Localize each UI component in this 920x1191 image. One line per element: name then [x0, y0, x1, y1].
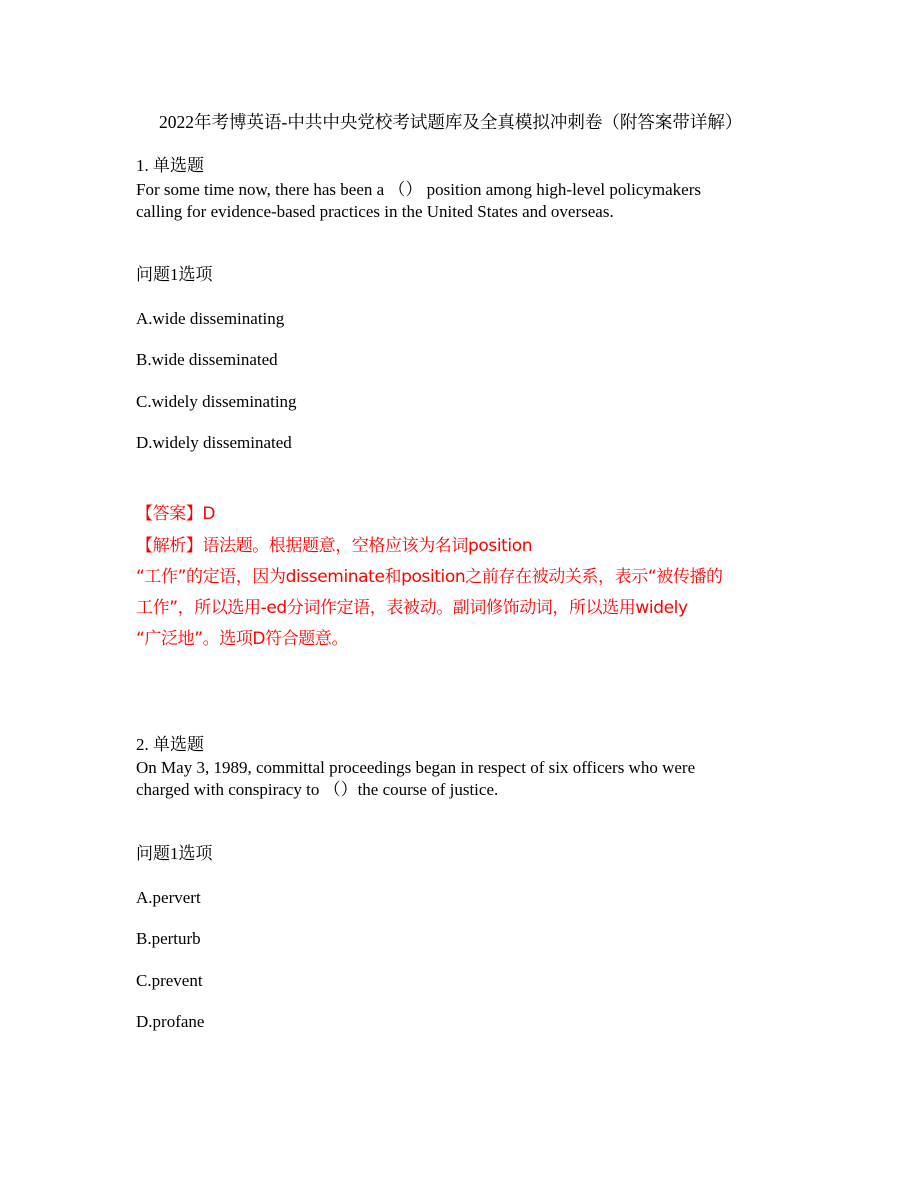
analysis-line: 工作”，所以选用-ed分词作定语，表被动。副词修饰动词，所以选用widely: [136, 598, 688, 618]
answer-line: 【答案】D: [136, 504, 216, 524]
question-stem-line: charged with conspiracy to （）the course of justice.: [136, 780, 499, 799]
question-header: 2. 单选题: [136, 735, 204, 754]
options-label: 问题1选项: [136, 265, 213, 284]
option-d: D.profane: [136, 1012, 205, 1031]
question-stem-line: For some time now, there has been a （） position among high-level policymakers: [136, 180, 701, 199]
option-b: B.perturb: [136, 929, 201, 948]
question-stem-line: On May 3, 1989, committal proceedings began in respect of six officers who were: [136, 758, 696, 777]
question-header: 1. 单选题: [136, 156, 204, 175]
question-stem-line: calling for evidence-based practices in the United States and overseas.: [136, 202, 614, 221]
option-a: A.wide disseminating: [136, 309, 285, 328]
option-c: C.widely disseminating: [136, 392, 297, 411]
document-title: 2022年考博英语-中共中央党校考试题库及全真模拟冲刺卷（附答案带详解）: [159, 112, 743, 132]
option-a: A.pervert: [136, 888, 201, 907]
analysis-line: “广泛地”。选项D符合题意。: [136, 629, 349, 649]
option-b: B.wide disseminated: [136, 350, 278, 369]
analysis-line: “工作”的定语，因为disseminate和position之前存在被动关系，表示“被传播的: [136, 567, 723, 587]
option-d: D.widely disseminated: [136, 433, 292, 452]
options-label: 问题1选项: [136, 844, 213, 863]
option-c: C.prevent: [136, 971, 203, 990]
analysis-line: 【解析】语法题。根据题意，空格应该为名词position: [136, 536, 533, 556]
